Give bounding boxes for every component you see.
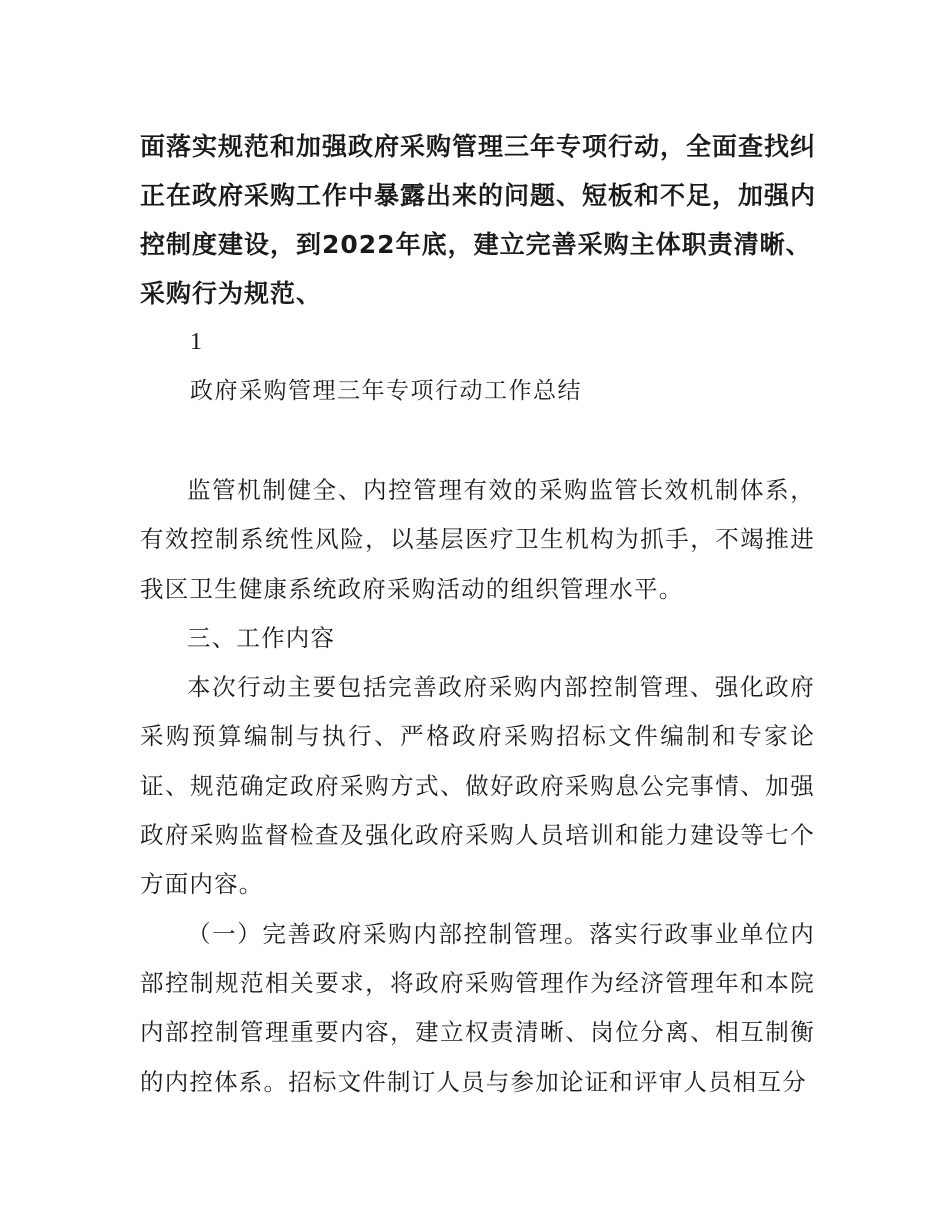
section-heading: 三、工作内容 (187, 623, 336, 652)
body-text (140, 466, 815, 1107)
running-header: 政府采购管理三年专项行动工作总结 (190, 378, 582, 404)
paragraph-internal-control: （一）完善政府采购内部控制管理。落实行政事业单位内部控制规范相关要求，将政府采购管理作为经济管理年和本院内部控制管理重要内容，建立权责清晰、岗位分离、相互制衡的内控体系。招标文件制订人员与参加论证和评审人员相互分 (140, 919, 815, 1096)
paragraph-content-overview: 本次行动主要包括完善政府采购内部控制管理、强化政府采购预算编制与执行、严格政府采购招标文件编制和专家论证、规范确定政府采购方式、做好政府采购息公完事情、加强政府采购监督检查及强化政府采购人员培训和能力建设等七个方面内容。 (140, 673, 815, 899)
paragraph-goal: 监管机制健全、内控管理有效的采购监管长效机制体系，有效控制系统性风险，以基层医疗卫生机构为抓手，不竭推进我区卫生健康系统政府采购活动的组织管理水平。 (140, 476, 815, 603)
continued-paragraph: 面落实规范和加强政府采购管理三年专项行动，全面查找纠正在政府采购工作中暴露出来的问题、短板和不足，加强内控制度建设，到2022年底，建立完善采购主体职责清晰、采购行为规范、 (140, 132, 817, 308)
page-number: 1 (190, 329, 202, 355)
